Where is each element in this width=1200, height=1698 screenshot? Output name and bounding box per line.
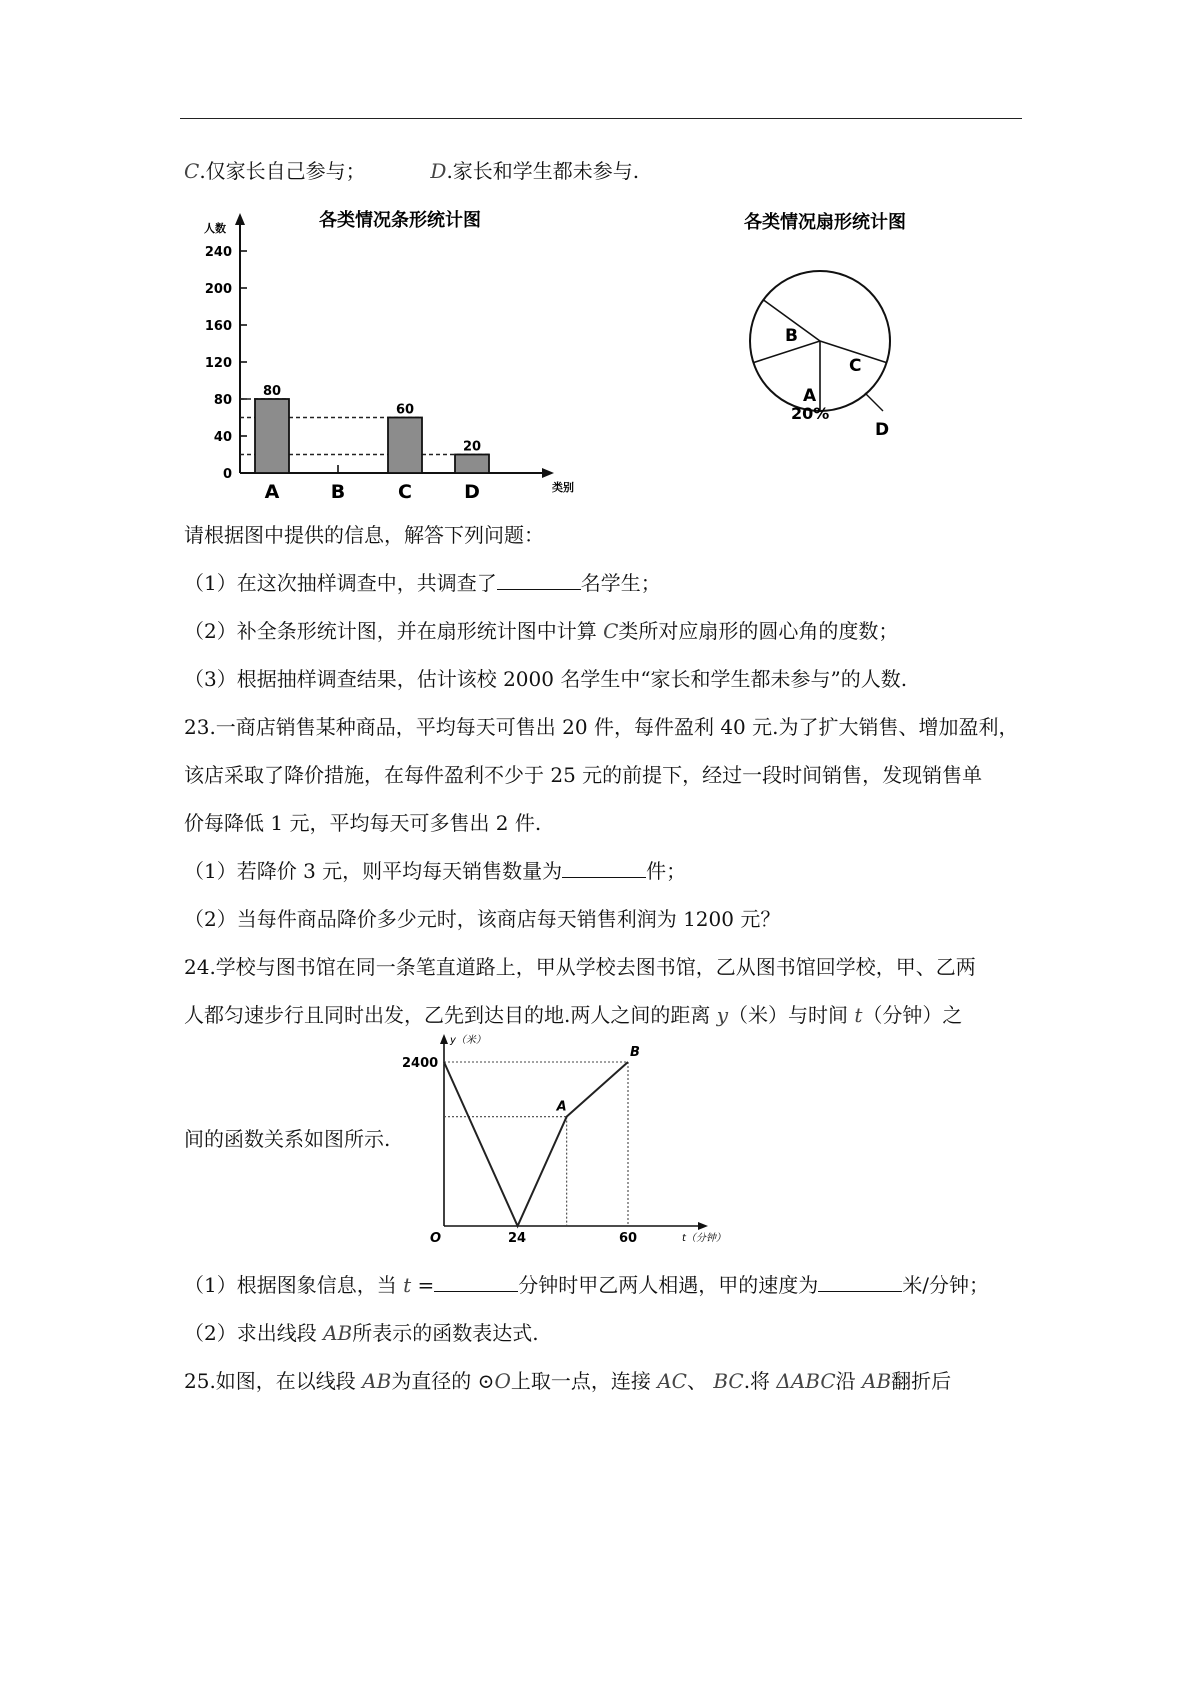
q22-part2-pre: （2）补全条形统计图，并在扇形统计图中计算: [184, 619, 597, 643]
header-rule: [180, 118, 1022, 119]
graph-x-tick-24: 24: [507, 1231, 527, 1246]
category-label: C: [398, 481, 412, 503]
q24-line3: 间的函数关系如图所示.: [184, 1127, 391, 1151]
q25-triangle: ΔABC: [776, 1369, 836, 1393]
q23-line1: 23.一商店销售某种商品，平均每天可售出 20 件，每件盈利 40 元.为了扩大销售、增加盈利，: [184, 715, 1019, 739]
graph-y-label: y（米）: [450, 1035, 486, 1046]
q24-part2-pre: （2）求出线段: [184, 1321, 317, 1345]
x-axis-arrow: [542, 468, 554, 478]
graph-x-label: t（分钟）: [682, 1233, 726, 1244]
bar-value-label: 60: [395, 402, 415, 418]
option-c-text: .仅家长自己参与；: [199, 159, 366, 183]
q25-mid1: 为直径的: [391, 1369, 472, 1393]
option-d-text: .家长和学生都未参与.: [446, 159, 640, 183]
bar-chart-title: 各类情况条形统计图: [319, 210, 481, 231]
pie-chart: [705, 205, 945, 445]
y-tick-label: 0: [222, 467, 232, 482]
q25-ab-2: AB: [862, 1369, 892, 1393]
q22-part3: （3）根据抽样调查结果，估计该校 2000 名学生中“家长和学生都未参与”的人数.: [184, 667, 908, 691]
answer-blank: [434, 1273, 518, 1292]
graph-y-arrow: [440, 1034, 448, 1044]
q24-line2: [184, 1002, 962, 1028]
q24-line2-mid: （米）与时间: [728, 1003, 849, 1027]
pie-label-a: A: [803, 386, 817, 406]
q22-part1: [184, 570, 661, 596]
q24-part2-var: AB: [323, 1321, 353, 1345]
q24-part2: [184, 1320, 539, 1346]
q24-var-y: y: [716, 1003, 729, 1027]
graph-origin: O: [430, 1231, 442, 1246]
graph-y-tick-2400: 2400: [402, 1056, 439, 1071]
q22-part2: [184, 618, 898, 644]
graph-point-a: A: [556, 1099, 567, 1115]
q25-pre: 25.如图，在以线段: [184, 1369, 356, 1393]
answer-blank: [497, 571, 581, 590]
q25-mid2: 上取一点，连接: [510, 1369, 651, 1393]
bar-chart-ylabel: 人数: [204, 222, 226, 235]
bar-chart-xlabel: 类别: [552, 481, 574, 494]
bar: [255, 399, 289, 473]
q24-var-t: t: [854, 1003, 863, 1027]
option-d-letter: D: [430, 159, 447, 183]
q25-mid3: .将: [743, 1369, 771, 1393]
q22-intro: 请根据图中提供的信息，解答下列问题：: [184, 523, 544, 547]
q24-part1-eq: =: [411, 1273, 435, 1297]
pie-chart-title: 各类情况扇形统计图: [744, 212, 906, 233]
q23-line3: 价每降低 1 元，平均每天可多售出 2 件.: [184, 811, 542, 835]
pie-label-a-pct: 20%: [791, 404, 830, 423]
answer-blank: [562, 859, 646, 878]
graph-polyline: [444, 1062, 628, 1226]
q25-ab: AB: [362, 1369, 392, 1393]
pie-label-d: D: [875, 420, 890, 440]
q24-part1-post: 米/分钟；: [902, 1273, 990, 1297]
answer-blank: [818, 1273, 902, 1292]
q24-part1: [184, 1272, 989, 1298]
q24-line2-pre: 人都匀速步行且同时出发，乙先到达目的地.两人之间的距离: [184, 1003, 711, 1027]
q24-line1: 24.学校与图书馆在同一条笔直道路上，甲从学校去图书馆，乙从图书馆回学校，甲、乙两: [184, 955, 976, 979]
q23-line2: 该店采取了降价措施，在每件盈利不少于 25 元的前提下，经过一段时间销售，发现销售单: [184, 763, 983, 787]
option-c-letter: C: [184, 159, 200, 183]
graph-x-tick-60: 60: [618, 1231, 638, 1246]
bar-chart: [200, 205, 600, 505]
bar: [455, 455, 489, 474]
y-tick-label: 80: [213, 393, 232, 408]
y-axis-arrow: [235, 213, 245, 225]
pie-label-c: C: [849, 356, 862, 376]
q24-part1-var: t: [403, 1273, 412, 1297]
q25-mid4: 沿: [835, 1369, 856, 1393]
q25-sep: 、: [686, 1369, 707, 1393]
category-label: D: [464, 481, 480, 503]
y-tick-label: 40: [213, 430, 232, 445]
q22-part1-pre: （1）在这次抽样调查中，共调查了: [184, 571, 497, 595]
y-tick-label: 240: [204, 245, 232, 260]
category-label: A: [264, 481, 280, 503]
options-line: [184, 158, 639, 184]
bar: [388, 418, 422, 474]
q22-part2-post: 类所对应扇形的圆心角的度数；: [618, 619, 899, 643]
bar-value-label: 20: [462, 439, 482, 455]
q25-ac: AC: [657, 1369, 687, 1393]
graph-x-arrow: [698, 1222, 708, 1230]
q24-part1-mid: 分钟时甲乙两人相遇，甲的速度为: [518, 1273, 819, 1297]
bar-value-label: 80: [262, 384, 282, 399]
q25-post: 翻折后: [891, 1369, 952, 1393]
q23-part1-pre: （1）若降价 3 元，则平均每天销售数量为: [184, 859, 563, 883]
y-tick-label: 160: [204, 319, 232, 334]
y-tick-label: 120: [204, 356, 232, 371]
y-tick-label: 200: [204, 282, 232, 297]
q23-part2: （2）当每件商品降价多少元时，该商店每天销售利润为 1200 元？: [184, 907, 781, 931]
q25-line1: [184, 1368, 951, 1394]
q24-part1-pre: （1）根据图象信息，当: [184, 1273, 397, 1297]
q23-part1-post: 件；: [646, 859, 687, 883]
q25-bc: BC: [713, 1369, 744, 1393]
q24-part2-post: 所表示的函数表达式.: [352, 1321, 539, 1345]
q22-part1-post: 名学生；: [580, 571, 661, 595]
q22-part2-var: C: [603, 619, 619, 643]
circle-symbol: ⊙: [477, 1369, 495, 1393]
graph-point-b: B: [630, 1045, 640, 1060]
pie-label-b: B: [785, 326, 798, 346]
category-label: B: [330, 481, 346, 503]
q24-line2-post: （分钟）之: [862, 1003, 963, 1027]
q23-part1: [184, 858, 686, 884]
pie-label-d-leader: [865, 393, 883, 411]
q25-o: O: [494, 1369, 511, 1393]
function-graph: [400, 1030, 730, 1250]
